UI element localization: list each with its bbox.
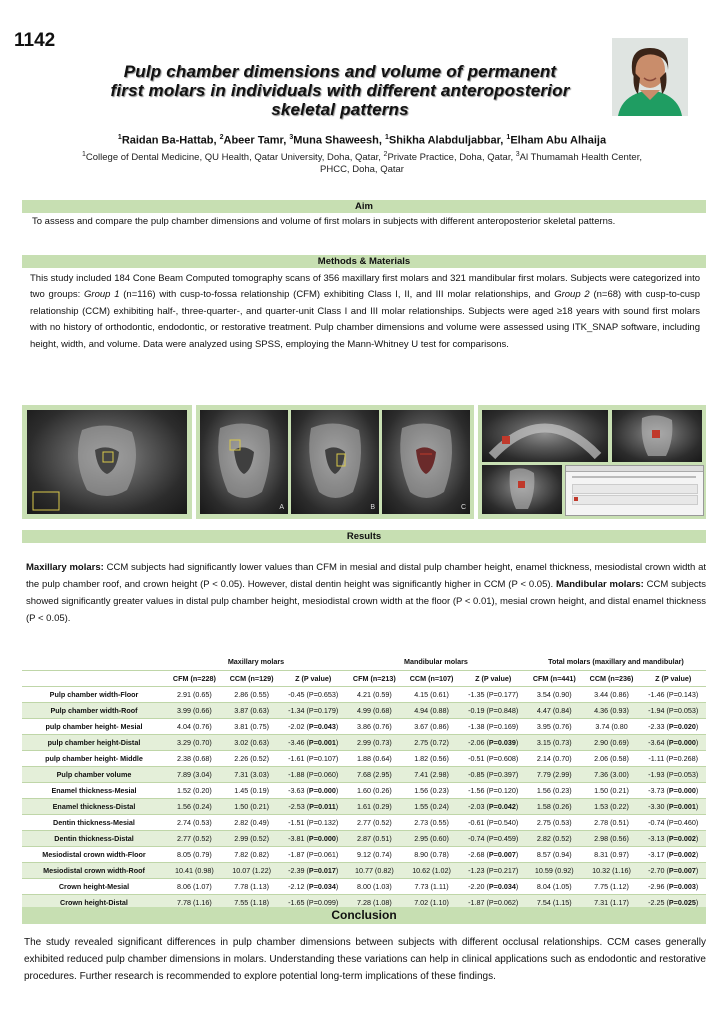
table-cell: 2.90 (0.69) [583, 735, 641, 751]
table-cell: 1.55 (0.24) [403, 799, 461, 815]
table-cell: -3.17 (P=0.002) [648, 850, 699, 859]
table-cell: 9.12 (0.74) [356, 850, 392, 859]
row-label: Pulp chamber volume [22, 767, 166, 783]
column-header: Z (P value) [475, 674, 512, 683]
table-cell: 10.62 (1.02) [403, 863, 461, 879]
row-label: pulp chamber height- Mesial [45, 722, 143, 731]
table-cell: 2.82 (0.52) [526, 831, 583, 847]
table-cell: 10.59 (0.92) [526, 863, 583, 879]
table-cell: 7.78 (1.16) [166, 895, 223, 911]
table-cell: -0.85 (P=0.397) [460, 767, 526, 783]
row-label: Enamel thickness-Distal [22, 799, 166, 815]
table-cell: 1.58 (0.26) [526, 799, 583, 815]
row-label: Dentin thickness-Distal [22, 831, 166, 847]
aim-heading: Aim [22, 200, 706, 213]
table-row [22, 783, 706, 799]
table-cell: 1.60 (0.26) [356, 786, 392, 795]
table-row [22, 879, 706, 895]
group-1-label: Group 1 [84, 289, 120, 301]
row-label: pulp chamber height- Middle [45, 754, 143, 763]
table-cell: 3.29 (0.70) [166, 735, 223, 751]
affil-sup-3: 3 [515, 151, 520, 158]
methods-text [30, 271, 700, 353]
table-cell: 10.32 (1.16) [583, 863, 641, 879]
table-cell: 3.87 (0.63) [223, 703, 281, 719]
row-label: Mesiodistal crown width-Floor [42, 850, 146, 859]
column-header: CCM (n=236) [589, 674, 634, 683]
mandibular-text: CCM subjects showed significantly greater values in distal pulp chamber height, mesiodistal crown width at the floor (P < 0.01), mesial crown height, and distal enamel thickness (P < 0.05). [26, 579, 706, 624]
mandibular-label: Mandibular molars: [556, 579, 644, 590]
table-row [22, 815, 706, 831]
table-cell: 10.77 (0.82) [346, 863, 403, 879]
table-row [22, 703, 706, 719]
table-cell: 3.54 (0.90) [536, 690, 572, 699]
table-cell: -1.61 (P=0.107) [288, 754, 339, 763]
table-cell: 8.05 (0.79) [176, 850, 212, 859]
column-header: CFM (n=441) [532, 674, 576, 683]
table-cell: 1.56 (0.24) [166, 799, 223, 815]
cbct-panel-a [200, 410, 288, 514]
tooth-scan-icon [482, 465, 562, 514]
table-cell: 1.61 (0.29) [346, 799, 403, 815]
column-header: CCM (n=129) [229, 674, 274, 683]
table-cell: 2.74 (0.53) [176, 818, 212, 827]
table-cell: 2.78 (0.51) [594, 818, 629, 827]
figure-volume-analysis [478, 405, 706, 519]
table-cell: 2.91 (0.65) [176, 690, 212, 699]
column-header: Z (P value) [655, 674, 692, 683]
dental-arch-icon [482, 410, 608, 462]
table-cell: 7.68 (2.95) [346, 767, 403, 783]
cbct-panel-c [382, 410, 470, 514]
table-cell: 4.04 (0.76) [176, 722, 212, 731]
table-cell: 1.52 (0.20) [176, 786, 212, 795]
table-cell: 2.98 (0.56) [583, 831, 641, 847]
figure-cbct-2 [196, 405, 474, 519]
table-cell: -1.56 (P=0.120) [468, 786, 519, 795]
author-photo [612, 38, 688, 116]
table-cell: 8.90 (0.78) [414, 850, 449, 859]
table-cell: -3.64 (P=0.000) [640, 735, 706, 751]
table-cell: 3.02 (0.63) [223, 735, 281, 751]
table-cell: 7.73 (1.11) [414, 882, 449, 891]
table-cell: -1.93 (P=0.053) [640, 767, 706, 783]
table-cell: -3.73 (P=0.000) [648, 786, 699, 795]
table-cell: 2.06 (0.58) [594, 754, 629, 763]
table-cell: -2.70 (P=0.007) [640, 863, 706, 879]
table-cell: -1.51 (P=0.132) [288, 818, 339, 827]
table-cell: 2.86 (0.55) [234, 690, 269, 699]
table-cell: -0.45 (P=0.653) [288, 690, 339, 699]
table-body [22, 687, 706, 911]
table-row [22, 687, 706, 703]
table-cell: 3.95 (0.76) [536, 722, 572, 731]
table-cell: 10.41 (0.98) [166, 863, 223, 879]
panel-label-a: A [279, 504, 284, 511]
tooth-scan-icon [27, 410, 187, 514]
table-cell: 7.79 (2.99) [526, 767, 583, 783]
results-heading: Results [22, 530, 706, 543]
table-cell: 2.82 (0.49) [234, 818, 269, 827]
table-cell: 1.56 (0.23) [536, 786, 572, 795]
table-cell: 2.26 (0.52) [234, 754, 269, 763]
author-name: Elham Abu Alhaija [510, 134, 607, 147]
column-header: CFM (n=228) [172, 674, 216, 683]
column-header-label [22, 671, 166, 687]
table-cell: 1.56 (0.23) [414, 786, 449, 795]
table-cell: 1.50 (0.21) [223, 799, 281, 815]
table-row [22, 863, 706, 879]
title-line-2: first molars in individuals with different anteroposterior [110, 81, 570, 100]
tooth-scan-icon [612, 410, 702, 462]
table-corner [22, 653, 166, 671]
table-cell: 1.53 (0.22) [583, 799, 641, 815]
table-cell: -1.87 (P=0.061) [288, 850, 339, 859]
tooth-scan-icon [382, 410, 470, 514]
table-cell: -2.53 (P=0.011) [280, 799, 346, 815]
column-header: CCM (n=107) [409, 674, 454, 683]
title-line-1: Pulp chamber dimensions and volume of permanent [123, 62, 557, 81]
segmentation-dialog [565, 465, 704, 516]
row-label: Enamel thickness-Mesial [51, 786, 137, 795]
table-cell: -2.12 (P=0.034) [288, 882, 339, 891]
table-cell: 3.44 (0.86) [594, 690, 629, 699]
title-line-3: skeletal patterns [271, 100, 409, 119]
methods-heading: Methods & Materials [22, 255, 706, 268]
row-label: Pulp chamber width-Floor [49, 690, 139, 699]
table-cell: 2.75 (0.53) [536, 818, 572, 827]
table-row [22, 751, 706, 767]
maxillary-label: Maxillary molars: [26, 562, 104, 573]
table-cell: 8.04 (1.05) [536, 882, 572, 891]
group-header-maxillary: Maxillary molars [227, 657, 285, 666]
table-cell: 2.38 (0.68) [176, 754, 212, 763]
table-cell: -1.11 (P=0.268) [648, 754, 699, 763]
column-header: Z (P value) [295, 674, 332, 683]
table-cell: -2.20 (P=0.034) [468, 882, 519, 891]
table-cell: -0.19 (P=0.848) [460, 703, 526, 719]
table-cell: -0.74 (P=0.459) [460, 831, 526, 847]
affil-text-3: Al Thumamah Health Center, PHCC, Doha, Qatar [320, 152, 642, 176]
table-cell: -1.38 (P=0.169) [468, 722, 519, 731]
table-cell: 7.89 (3.04) [166, 767, 223, 783]
aim-text: To assess and compare the pulp chamber dimensions and volume of first molars in subjects with different anteroposterior skeletal patterns. [32, 216, 616, 227]
maxillary-text: CCM subjects had significantly lower values than CFM in mesial and distal pulp chamber height, enamel thickness, mesiodistal crown width at the pulp chamber roof, and crown height (P < 0.05). However, distal dentin height was significantly higher in CCM (P < 0.05). [26, 562, 707, 590]
author-list [60, 134, 664, 147]
table-cell: 7.02 (1.10) [403, 895, 461, 911]
panel-label-c: C [460, 504, 466, 511]
author-affil-sup: 1 [384, 134, 389, 141]
table-cell: 4.15 (0.61) [414, 690, 449, 699]
table-cell: 7.82 (0.82) [234, 850, 269, 859]
table-cell: 7.41 (2.98) [403, 767, 461, 783]
coronal-scan [482, 465, 562, 514]
table-cell: -1.88 (P=0.060) [280, 767, 346, 783]
methods-part-1: This study included 184 Cone Beam Computed tomography scans of 356 maxillary first molars and 321 mandibular first molars. Subjects were categorized into two groups: [30, 273, 700, 301]
row-label: Crown height-Mesial [58, 882, 130, 891]
table-row [22, 831, 706, 847]
affil-sup-2: 2 [383, 151, 388, 158]
table-cell: -2.96 (P=0.003) [648, 882, 699, 891]
table-cell: 2.75 (0.72) [403, 735, 461, 751]
table-row [22, 719, 706, 735]
table-cell: 2.87 (0.51) [346, 831, 403, 847]
table-cell: -2.03 (P=0.042) [460, 799, 526, 815]
row-label: Mesiodistal crown width-Roof [22, 863, 166, 879]
table-cell: 4.99 (0.68) [346, 703, 403, 719]
table-cell: -3.30 (P=0.001) [640, 799, 706, 815]
table-cell: -3.46 (P=0.001) [280, 735, 346, 751]
table-cell: 7.54 (1.15) [526, 895, 583, 911]
table-cell: 10.07 (1.22) [223, 863, 281, 879]
table-cell: -2.02 (P=0.043) [288, 722, 339, 731]
methods-part-2: (n=116) with cusp-to-fossa relationship (CFM) exhibiting Class I, II, and III molar relationships, and [119, 289, 555, 301]
group-header-total: Total molars (maxillary and mandibular) [548, 657, 684, 666]
table-cell: 2.14 (0.70) [536, 754, 572, 763]
results-table [22, 653, 706, 910]
table-cell: -1.34 (P=0.179) [280, 703, 346, 719]
table-cell: 2.99 (0.73) [346, 735, 403, 751]
table-cell: -0.61 (P=0.540) [468, 818, 519, 827]
table-row [22, 767, 706, 783]
row-label: Pulp chamber width-Roof [22, 703, 166, 719]
author-name: Shikha Alabduljabbar, [388, 134, 507, 147]
figure-cbct-1 [22, 405, 192, 519]
table-row [22, 735, 706, 751]
author-affil-sup: 1 [506, 134, 511, 141]
table-cell: 4.36 (0.93) [583, 703, 641, 719]
table-cell: -2.68 (P=0.007) [468, 850, 519, 859]
tooth-scan-icon [200, 410, 288, 514]
conclusion-text: The study revealed significant differences in pulp chamber dimensions between subjects with different occlusal relationships. CCM cases generally exhibited reduced pulp chamber dimensions in molars. Understanding these variations can help in clinical applications such as endodontic and restorative procedures. Further research is recommended to explore potential long-term implications of these findings. [24, 937, 706, 982]
table-cell: -1.65 (P=0.099) [280, 895, 346, 911]
table-cell: 7.31 (1.17) [583, 895, 641, 911]
table-cell: 4.94 (0.88) [403, 703, 461, 719]
table-cell: 3.81 (0.75) [234, 722, 269, 731]
row-label: pulp chamber height-Distal [22, 735, 166, 751]
cbct-panel-b [291, 410, 379, 514]
column-header-row [22, 671, 706, 687]
table-cell: -1.23 (P=0.217) [460, 863, 526, 879]
table-cell: 4.47 (0.84) [526, 703, 583, 719]
table-cell: -2.25 (P=0.025) [640, 895, 706, 911]
table-cell: 7.31 (3.03) [223, 767, 281, 783]
table-cell: 8.06 (1.07) [176, 882, 212, 891]
table-cell: 8.31 (0.97) [594, 850, 629, 859]
affil-text-2: Private Practice, Doha, Qatar, [387, 152, 516, 164]
table-cell: 3.74 (0.80 [595, 722, 628, 731]
row-label: Crown height-Distal [22, 895, 166, 911]
group-header-mandibular: Mandibular molars [404, 657, 468, 666]
conclusion-heading: Conclusion [22, 907, 706, 924]
affil-sup-1: 1 [82, 151, 86, 158]
table-cell: 1.82 (0.56) [414, 754, 449, 763]
table-cell: 8.00 (1.03) [356, 882, 392, 891]
author-portrait-icon [612, 38, 688, 116]
author-name: Raidan Ba-Hattab, [121, 134, 220, 147]
table-cell: -2.33 (P=0.020) [648, 722, 699, 731]
panel-label-b: B [370, 504, 375, 511]
results-text [26, 559, 706, 627]
table-cell: -1.94 (P=0.053) [640, 703, 706, 719]
table-cell: 1.88 (0.64) [356, 754, 392, 763]
group-2-label: Group 2 [554, 289, 590, 301]
table-cell: 3.86 (0.76) [356, 722, 392, 731]
table-cell: -0.51 (P=0.608) [468, 754, 519, 763]
column-header: CFM (n=213) [352, 674, 396, 683]
table-cell: 7.36 (3.00) [583, 767, 641, 783]
table-cell: 2.95 (0.60) [403, 831, 461, 847]
table-cell: 3.67 (0.86) [414, 722, 449, 731]
table-cell: 4.21 (0.59) [356, 690, 392, 699]
table-cell: -1.46 (P=0.143) [648, 690, 699, 699]
table-cell: 2.99 (0.52) [223, 831, 281, 847]
table-cell: 3.15 (0.73) [526, 735, 583, 751]
table-row [22, 847, 706, 863]
table-cell: -2.39 (P=0.017) [280, 863, 346, 879]
axial-scan [482, 410, 608, 462]
table-cell: -1.87 (P=0.062) [460, 895, 526, 911]
author-affil-sup: 2 [219, 134, 224, 141]
author-name: Muna Shaweesh, [293, 134, 385, 147]
table-cell: 7.28 (1.08) [346, 895, 403, 911]
poster-number: 1142 [14, 30, 56, 51]
table-cell: 2.73 (0.55) [414, 818, 449, 827]
table-cell: 1.50 (0.21) [594, 786, 629, 795]
table-cell: -3.81 (P=0.000) [280, 831, 346, 847]
table-cell: 2.77 (0.52) [356, 818, 392, 827]
affil-text-1: College of Dental Medicine, QU Health, Qatar University, Doha, Qatar, [85, 152, 384, 164]
sagittal-scan [612, 410, 702, 462]
table-cell: 7.75 (1.12) [594, 882, 629, 891]
row-label: Dentin thickness-Mesial [53, 818, 135, 827]
cbct-scan-image [27, 410, 187, 514]
table-cell: -1.35 (P=0.177) [468, 690, 519, 699]
poster-title [70, 62, 610, 119]
tooth-scan-icon [291, 410, 379, 514]
affiliations [70, 149, 654, 176]
methods-part-3: (n=68) with cusp-to-cusp relationship (CCM) exhibiting half-, three-quarter-, and quarter-unit Class I and III molar relationships. Subjects were aged ≥18 years with sound first molars with no history of orthodontic, endodontic, or restorative treatment. Pulp chamber dimensions and volume were assessed using ITK_SNAP software, including height, width, and volume. Data were analyzed using SPSS, employing the Mann-Whitney U test for comparisons. [30, 289, 701, 350]
table-cell: 1.45 (0.19) [234, 786, 269, 795]
author-name: Abeer Tamr, [223, 134, 290, 147]
author-affil-sup: 1 [117, 134, 122, 141]
table-cell: -2.06 (P=0.039) [460, 735, 526, 751]
table-row [22, 799, 706, 815]
author-affil-sup: 3 [289, 134, 294, 141]
table-cell: 7.78 (1.13) [234, 882, 269, 891]
table-cell: -3.13 (P=0.002) [640, 831, 706, 847]
table-cell: 7.55 (1.18) [223, 895, 281, 911]
table-cell: 8.57 (0.94) [536, 850, 572, 859]
table-cell: 2.77 (0.52) [166, 831, 223, 847]
table-cell: 3.99 (0.66) [166, 703, 223, 719]
table-cell: -0.74 (P=0.460) [648, 818, 699, 827]
table-cell: -3.63 (P=0.000) [288, 786, 339, 795]
